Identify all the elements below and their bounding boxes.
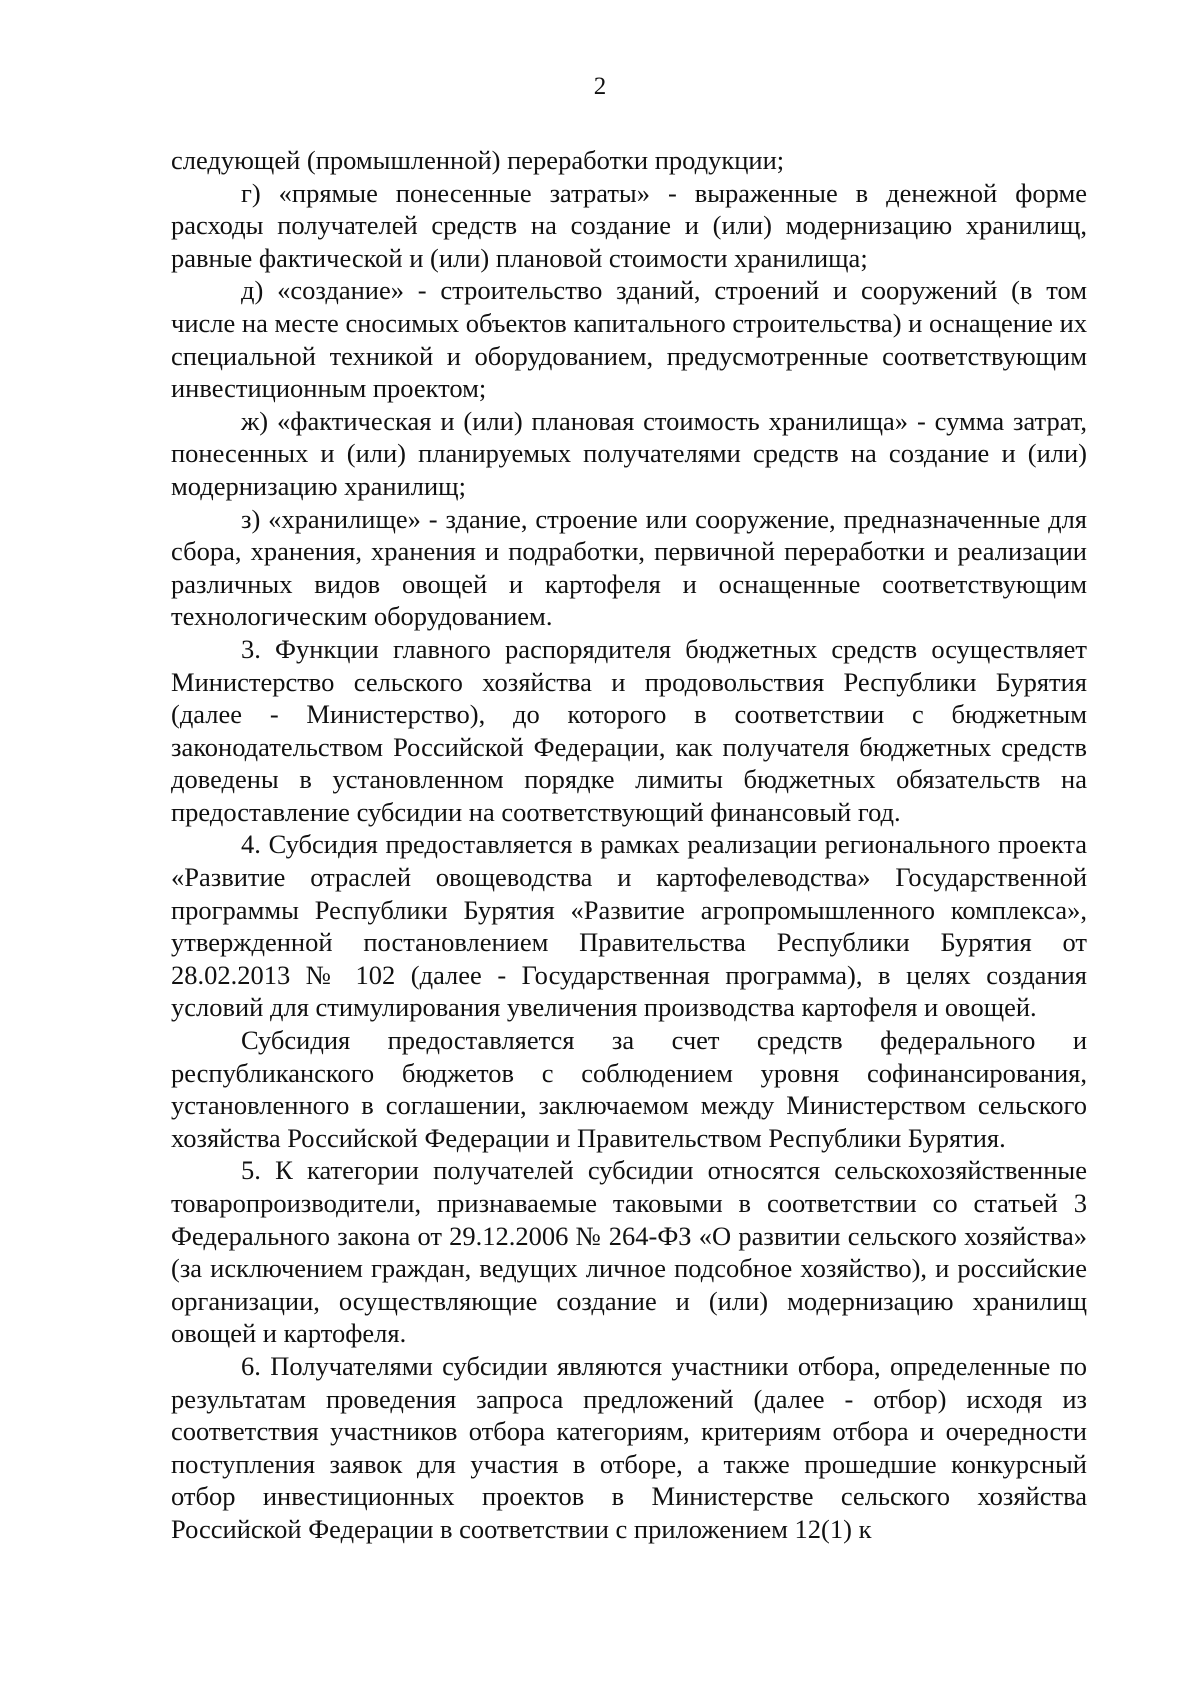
paragraph-item-6: 6. Получателями субсидии являются участники отбора, определенные по результатам проведения запроса предложений (далее - отбор) исходя из соответствия участников отбора категориям, критериям отбора и очередности поступления заявок для участия в отборе, а также прошедшие конкурсный отбор инвестиционных проектов в Министерстве сельского хозяйства Российской Федерации в соответствии с приложением 12(1) к [171,1350,1087,1544]
document-body [171,144,1087,1546]
page-number: 2 [593,73,607,100]
paragraph-subsidy-funding: Субсидия предоставляется за счет средств федерального и республиканского бюджетов с соблюдением уровня софинансирования, установленного в соглашении, заключаемом между Министерством сельского хозяйства Российской Федерации и Правительством Республики Бурятия. [171,1025,1087,1153]
paragraph-definition-d: д) «создание» - строительство зданий, строений и сооружений (в том числе на месте сносимых объектов капитального строительства) и оснащение их специальной техникой и оборудованием, предусмотренные соответствующим инвестиционным проектом; [171,275,1087,404]
paragraph-continuation: следующей (промышленной) переработки продукции; [171,145,785,175]
paragraph-definition-g: г) «прямые понесенные затраты» - выраженные в денежной форме расходы получателей средств на создание и (или) модернизацию хранилищ, равные фактической и (или) плановой стоимости хранилища; [171,177,1087,273]
paragraph-item-3: 3. Функции главного распорядителя бюджетных средств осуществляет Министерство сельского хозяйства и продовольствия Республики Бурятия (далее - Министерство), до которого в соответствии с бюджетным законодательством Российской Федерации, как получателя бюджетных средств доведены в установленном порядке лимиты бюджетных обязательств на предоставление субсидии на соответствующий финансовый год. [171,633,1087,827]
paragraph-item-5: 5. К категории получателей субсидии относятся сельскохозяйственные товаропроизводители, признаваемые таковыми в соответствии со статьей 3 Федерального закона от 29.12.2006 № 264-ФЗ «О развитии сельского хозяйства» (за исключением граждан, ведущих личное подсобное хозяйство), и российские организации, осуществляющие создание и (или) модернизацию хранилищ овощей и картофеля. [171,1155,1087,1349]
paragraph-definition-zh: ж) «фактическая и (или) плановая стоимость хранилища» - сумма затрат, понесенных и (или) планируемых получателями средств на создание и (или) модернизацию хранилищ; [171,405,1087,501]
paragraph-item-4: 4. Субсидия предоставляется в рамках реализации регионального проекта «Развитие отраслей овощеводства и картофелеводства» Государственной программы Республики Бурятия «Развитие агропромышленного комплекса», утвержденной постановлением Правительства Республики Бурятия от 28.02.2013 № 102 (далее - Государственная программа), в целях создания условий для стимулирования увеличения производства картофеля и овощей. [171,829,1087,1023]
paragraph-definition-z: з) «хранилище» - здание, строение или сооружение, предназначенные для сбора, хранения, хранения и подработки, первичной переработки и реализации различных видов овощей и картофеля и оснащенные соответствующим технологическим оборудованием. [171,503,1087,632]
